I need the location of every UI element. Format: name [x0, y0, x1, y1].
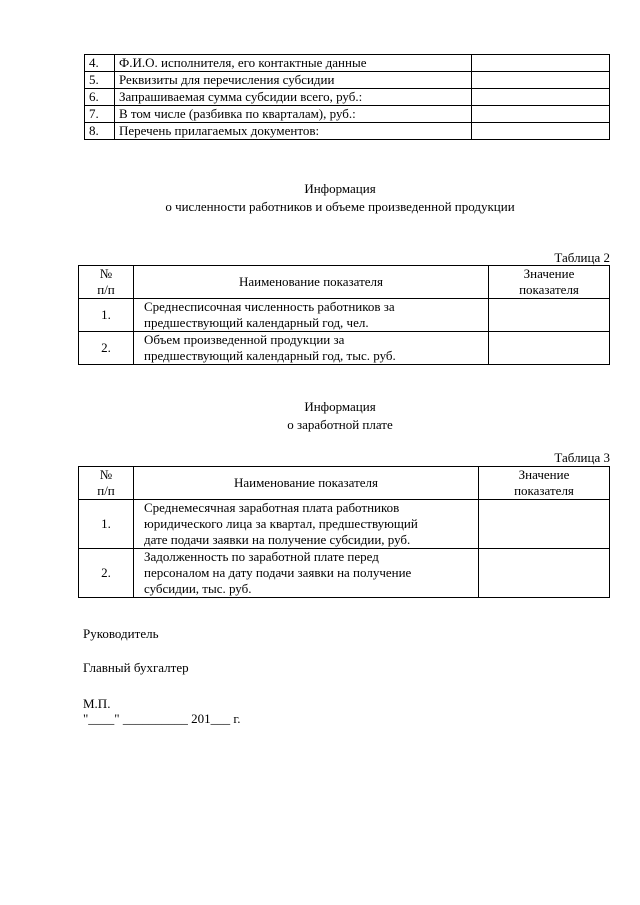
- row-number: 2.: [79, 332, 134, 365]
- section2-title: [40, 180, 640, 216]
- table-row: [85, 55, 610, 72]
- table-header-row: [79, 467, 610, 500]
- row-value-cell[interactable]: [479, 500, 610, 549]
- row-text: Перечень прилагаемых документов:: [115, 123, 472, 140]
- table-row: [79, 500, 610, 549]
- table-row: [85, 106, 610, 123]
- row-text: Ф.И.О. исполнителя, его контактные данные: [115, 55, 472, 72]
- row-number: 2.: [79, 549, 134, 598]
- stamp-label: М.П.: [83, 696, 111, 711]
- row-number: 1.: [79, 500, 134, 549]
- section3-title: [40, 398, 640, 434]
- header-number: № п/п: [79, 467, 134, 500]
- row-value-cell[interactable]: [472, 55, 610, 72]
- row-text: Среднесписочная численность работников за предшествующий календарный год, чел.: [134, 299, 489, 332]
- section2-title-line2: о численности работников и объеме произведенной продукции: [165, 199, 515, 214]
- row-number: 1.: [79, 299, 134, 332]
- salary-table: [78, 466, 610, 598]
- table-header-row: [79, 266, 610, 299]
- row-number: 8.: [85, 123, 115, 140]
- row-number: 5.: [85, 72, 115, 89]
- row-value-cell[interactable]: [472, 72, 610, 89]
- row-number: 4.: [85, 55, 115, 72]
- table-row: [79, 332, 610, 365]
- header-name: Наименование показателя: [134, 266, 489, 299]
- table-row: [79, 549, 610, 598]
- header-name: Наименование показателя: [134, 467, 479, 500]
- row-text: Реквизиты для перечисления субсидии: [115, 72, 472, 89]
- row-text: Среднемесячная заработная плата работников юридического лица за квартал, предшествующий дате подачи заявки на получение субсидии, руб.: [134, 500, 479, 549]
- section2-title-line1: Информация: [304, 181, 376, 196]
- row-value-cell[interactable]: [472, 106, 610, 123]
- row-value-cell[interactable]: [489, 332, 610, 365]
- applicant-details-table: [84, 54, 610, 140]
- table-row: [85, 72, 610, 89]
- section3-title-line2: о заработной плате: [287, 417, 393, 432]
- header-value: Значение показателя: [479, 467, 610, 500]
- date-line: "____" __________ 201___ г.: [83, 711, 241, 726]
- section3-title-line1: Информация: [304, 399, 376, 414]
- row-text: Запрашиваемая сумма субсидии всего, руб.:: [115, 89, 472, 106]
- row-value-cell[interactable]: [479, 549, 610, 598]
- row-number: 6.: [85, 89, 115, 106]
- header-value: Значение показателя: [489, 266, 610, 299]
- row-number: 7.: [85, 106, 115, 123]
- row-text: Задолженность по заработной плате перед персоналом на дату подачи заявки на получение субсидии, тыс. руб.: [134, 549, 479, 598]
- row-text: В том числе (разбивка по кварталам), руб.:: [115, 106, 472, 123]
- header-number: № п/п: [79, 266, 134, 299]
- table-row: [79, 299, 610, 332]
- table-row: [85, 123, 610, 140]
- row-value-cell[interactable]: [472, 123, 610, 140]
- row-value-cell[interactable]: [489, 299, 610, 332]
- employees-production-table: [78, 265, 610, 365]
- head-signature-label: Руководитель: [83, 626, 159, 641]
- row-value-cell[interactable]: [472, 89, 610, 106]
- table-row: [85, 89, 610, 106]
- row-text: Объем произведенной продукции за предшествующий календарный год, тыс. руб.: [134, 332, 489, 365]
- table2-caption: Таблица 2: [554, 250, 610, 265]
- accountant-signature-label: Главный бухгалтер: [83, 660, 189, 675]
- table3-caption: Таблица 3: [554, 450, 610, 465]
